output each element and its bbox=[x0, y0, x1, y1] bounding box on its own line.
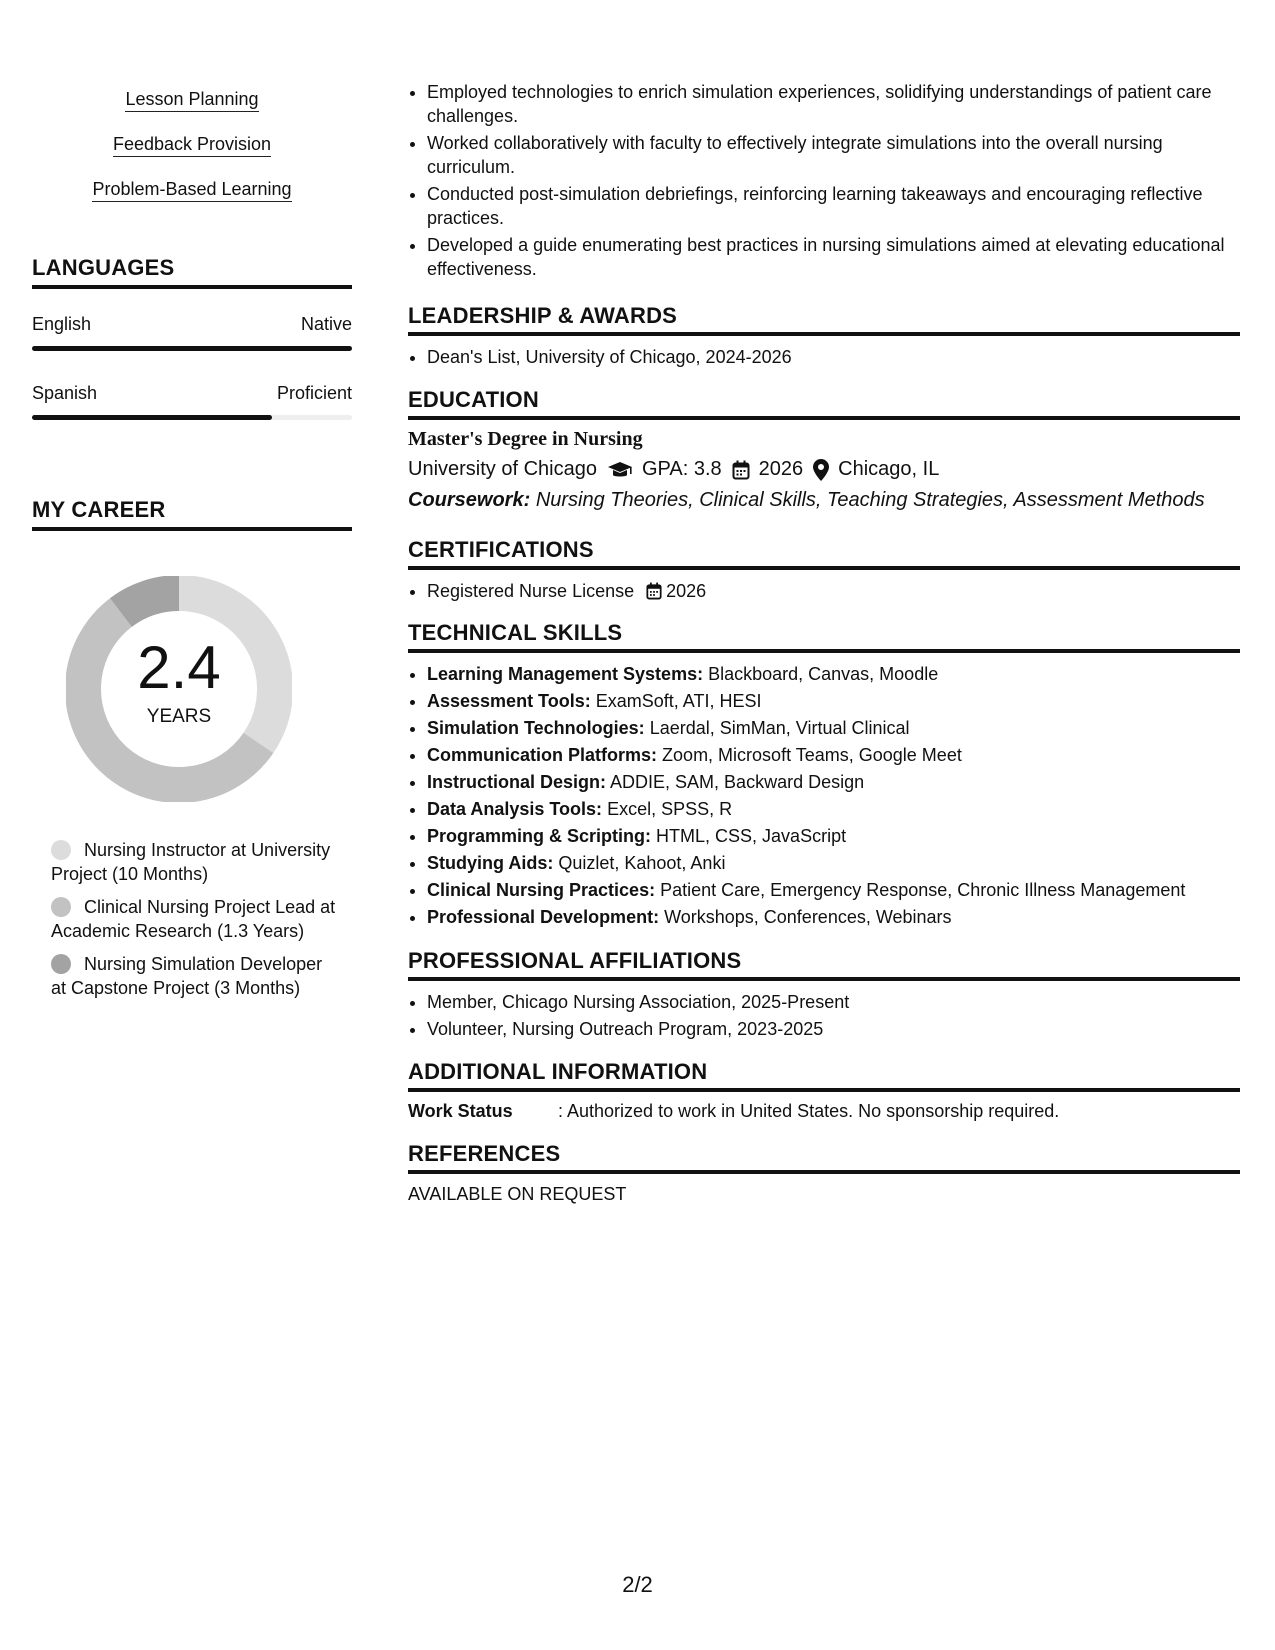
awards-heading: LEADERSHIP & AWARDS bbox=[408, 303, 1240, 336]
references-heading: REFERENCES bbox=[408, 1141, 1240, 1174]
language-proficiency-bar bbox=[32, 346, 352, 351]
technical-skills-heading: TECHNICAL SKILLS bbox=[408, 620, 1240, 653]
additional-info-heading: ADDITIONAL INFORMATION bbox=[408, 1059, 1240, 1092]
career-donut-segment bbox=[121, 593, 179, 613]
education-location: Chicago, IL bbox=[838, 458, 940, 480]
education-heading: EDUCATION bbox=[408, 387, 1240, 420]
language-proficiency-fill bbox=[32, 415, 272, 420]
skill-tag: Feedback Provision bbox=[113, 133, 271, 157]
experience-bullet: • Worked collaboratively with faculty to effectively integrate simulations into the overall nursing curriculum. bbox=[427, 131, 1240, 179]
references-text: AVAILABLE ON REQUEST bbox=[408, 1184, 627, 1204]
education-school: University of Chicago bbox=[408, 458, 597, 480]
technical-skills-list bbox=[408, 662, 1240, 929]
affiliations-list bbox=[408, 990, 1240, 1041]
tech-skill-value: ADDIE, SAM, Backward Design bbox=[610, 772, 865, 792]
tech-skill-label: Professional Development: bbox=[427, 907, 660, 927]
tech-skill-item bbox=[427, 716, 1240, 740]
tech-skill-item bbox=[427, 689, 1240, 713]
tech-skill-label: Instructional Design: bbox=[427, 772, 607, 792]
language-name: English bbox=[32, 314, 92, 334]
career-legend-item bbox=[51, 952, 341, 1000]
tech-skill-item bbox=[427, 905, 1240, 929]
page-number: 2/2 bbox=[622, 1572, 653, 1597]
tech-skill-item bbox=[427, 662, 1240, 686]
experience-bullet: • Employed technologies to enrich simulation experiences, solidifying understandings of patient care challenges. bbox=[427, 80, 1240, 128]
coursework-list: Nursing Theories, Clinical Skills, Teaching Strategies, Assessment Methods bbox=[535, 489, 1205, 511]
tech-skill-item bbox=[427, 797, 1240, 821]
work-status-label: Work Status bbox=[408, 1101, 513, 1121]
career-heading: MY CAREER bbox=[32, 497, 352, 531]
experience-bullets bbox=[408, 80, 1240, 281]
tech-skill-label: Clinical Nursing Practices: bbox=[427, 880, 656, 900]
career-legend bbox=[51, 838, 341, 1009]
certification-item bbox=[427, 579, 1240, 603]
location-pin-icon bbox=[813, 459, 829, 481]
tech-skill-label: Programming & Scripting: bbox=[427, 826, 652, 846]
tech-skill-value: HTML, CSS, JavaScript bbox=[656, 826, 847, 846]
calendar-icon bbox=[646, 582, 662, 600]
affiliation-item: • Member, Chicago Nursing Association, 2025-Present bbox=[427, 990, 1240, 1014]
tech-skill-item bbox=[427, 770, 1240, 794]
tech-skill-item bbox=[427, 743, 1240, 767]
certification-year: 2026 bbox=[666, 581, 707, 601]
tech-skill-label: Data Analysis Tools: bbox=[427, 799, 603, 819]
experience-bullet: • Developed a guide enumerating best practices in nursing simulations aimed at elevating educational effectiveness. bbox=[427, 233, 1240, 281]
career-legend-item bbox=[51, 895, 341, 943]
career-donut-chart bbox=[66, 576, 292, 802]
education-coursework bbox=[408, 489, 1205, 512]
language-proficiency-bar bbox=[32, 415, 352, 420]
certifications-heading: CERTIFICATIONS bbox=[408, 537, 1240, 570]
skill-tags bbox=[32, 88, 352, 223]
tech-skill-value: Patient Care, Emergency Response, Chronic Illness Management bbox=[660, 880, 1186, 900]
tech-skill-label: Assessment Tools: bbox=[427, 691, 591, 711]
certification-name: Registered Nurse License bbox=[427, 581, 635, 601]
tech-skill-item bbox=[427, 851, 1240, 875]
tech-skill-value: Quizlet, Kahoot, Anki bbox=[558, 853, 726, 873]
language-level: Proficient bbox=[276, 383, 352, 403]
career-total-unit: YEARS bbox=[146, 706, 212, 727]
legend-dot bbox=[51, 840, 71, 860]
award-item: • Dean's List, University of Chicago, 2024-2026 bbox=[427, 345, 1240, 369]
language-level: Native bbox=[300, 314, 352, 334]
education-year: 2026 bbox=[758, 458, 804, 480]
tech-skill-item bbox=[427, 824, 1240, 848]
tech-skill-label: Learning Management Systems: bbox=[427, 664, 704, 684]
calendar-icon bbox=[732, 460, 750, 480]
tech-skill-label: Communication Platforms: bbox=[427, 745, 658, 765]
education-degree: Master's Degree in Nursing bbox=[408, 428, 643, 450]
coursework-label: Coursework: bbox=[408, 489, 531, 511]
legend-dot bbox=[51, 897, 71, 917]
tech-skill-value: Laerdal, SimMan, Virtual Clinical bbox=[649, 718, 910, 738]
legend-dot bbox=[51, 954, 71, 974]
affiliation-item: • Volunteer, Nursing Outreach Program, 2023-2025 bbox=[427, 1017, 1240, 1041]
career-total-years: 2.4 bbox=[137, 634, 221, 701]
certifications-list bbox=[408, 579, 1240, 603]
career-legend-label: Nursing Simulation Developer at Capstone Project (3 Months) bbox=[51, 954, 323, 998]
languages-heading: LANGUAGES bbox=[32, 255, 352, 289]
skill-tag: Lesson Planning bbox=[125, 88, 258, 112]
education-gpa: GPA: 3.8 bbox=[641, 458, 722, 480]
tech-skill-value: Workshops, Conferences, Webinars bbox=[664, 907, 952, 927]
tech-skill-value: Excel, SPSS, R bbox=[607, 799, 733, 819]
career-legend-item bbox=[51, 838, 341, 886]
career-legend-label: Clinical Nursing Project Lead at Academic Research (1.3 Years) bbox=[51, 897, 336, 941]
language-proficiency-fill bbox=[32, 346, 352, 351]
tech-skill-label: Simulation Technologies: bbox=[427, 718, 645, 738]
experience-bullet: • Conducted post-simulation debriefings, reinforcing learning takeaways and encouraging reflective practices. bbox=[427, 182, 1240, 230]
tech-skill-value: Zoom, Microsoft Teams, Google Meet bbox=[662, 745, 962, 765]
tech-skill-label: Studying Aids: bbox=[427, 853, 554, 873]
awards-list bbox=[408, 345, 1240, 369]
graduation-cap-icon bbox=[607, 460, 633, 480]
work-status-value: : Authorized to work in United States. No sponsorship required. bbox=[558, 1101, 1060, 1121]
skill-tag: Problem-Based Learning bbox=[92, 178, 291, 202]
tech-skill-value: ExamSoft, ATI, HESI bbox=[595, 691, 762, 711]
tech-skill-value: Blackboard, Canvas, Moodle bbox=[708, 664, 939, 684]
language-name: Spanish bbox=[32, 383, 98, 403]
career-legend-label: Nursing Instructor at University Project (10 Months) bbox=[51, 840, 331, 884]
work-status-line bbox=[408, 1101, 1059, 1122]
education-details bbox=[408, 458, 939, 481]
tech-skill-item bbox=[427, 878, 1240, 902]
affiliations-heading: PROFESSIONAL AFFILIATIONS bbox=[408, 948, 1240, 981]
